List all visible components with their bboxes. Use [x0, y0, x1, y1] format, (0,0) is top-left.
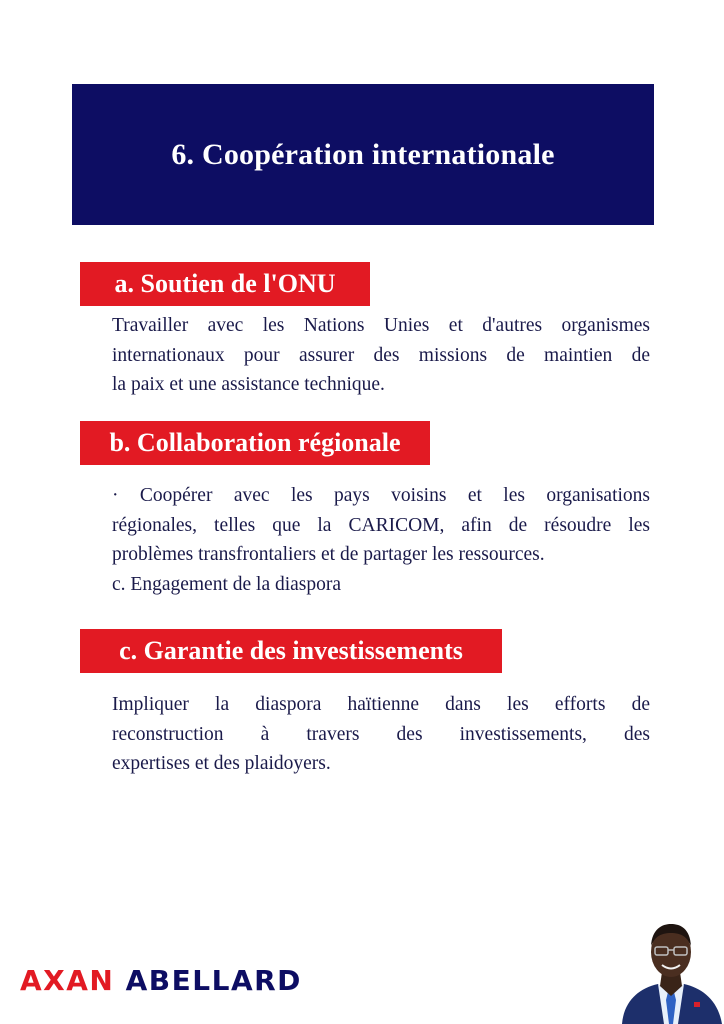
brand-last-name: ABELLARD	[125, 964, 302, 997]
portrait-image	[618, 912, 724, 1024]
text-line: · Coopérer avec les pays voisins et les organisations	[112, 485, 650, 506]
text-line: Travailler avec les Nations Unies et d'autres organismes	[112, 315, 650, 336]
section-text-un-support	[112, 311, 650, 400]
text-line: c. Engagement de la diaspora	[112, 573, 342, 595]
title-banner	[72, 84, 654, 225]
brand-name	[20, 964, 302, 997]
page-title: 6. Coopération internationale	[171, 137, 555, 171]
text-line: expertises et des plaidoyers.	[112, 753, 331, 774]
text-line: internationaux pour assurer des missions de maintien de	[112, 344, 650, 366]
section-label-investment-guarantee: c. Garantie des investissements	[80, 629, 502, 673]
text-line: problèmes transfrontaliers et de partager les ressources.	[112, 544, 545, 565]
text-line: reconstruction à travers des investissements, des	[112, 723, 650, 745]
text-line: Impliquer la diaspora haïtienne dans les efforts de	[112, 694, 650, 715]
section-label-un-support: a. Soutien de l'ONU	[80, 262, 370, 306]
section-text-regional-collaboration	[112, 481, 650, 599]
brand-first-name: AXAN	[20, 964, 115, 997]
section-label-regional-collaboration: b. Collaboration régionale	[80, 421, 430, 465]
text-line: régionales, telles que la CARICOM, afin de résoudre les	[112, 514, 650, 536]
text-line: la paix et une assistance technique.	[112, 374, 385, 395]
section-text-investment-guarantee	[112, 690, 650, 779]
